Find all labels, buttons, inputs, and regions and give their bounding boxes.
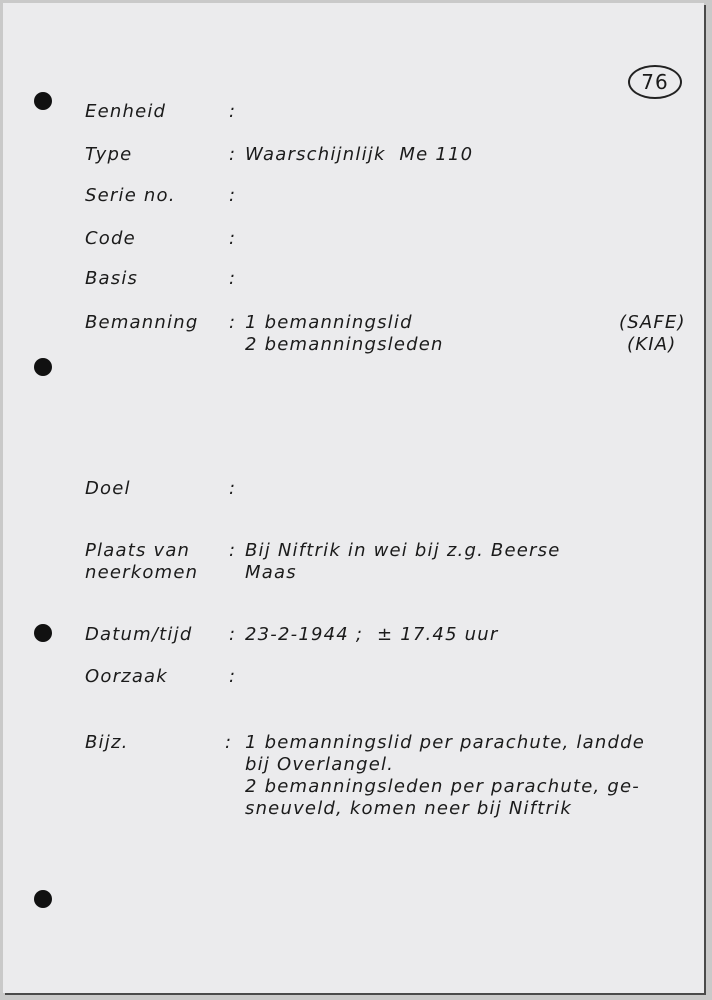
label-plaats-line1: Plaats van (85, 540, 191, 561)
page-number: 76 (628, 65, 682, 99)
label-datum: Datum/tijd (85, 624, 193, 645)
document-page (3, 3, 704, 993)
label-oorzaak: Oorzaak (85, 666, 168, 687)
label-type: Type (85, 144, 133, 165)
value-bijz-line1: 1 bemanningslid per parachute, landde (245, 732, 645, 753)
value-bemanning-line1: 1 bemanningslid (245, 312, 413, 333)
colon: : (229, 268, 237, 289)
value-plaats-line2: Maas (245, 562, 297, 583)
colon: : (229, 185, 237, 206)
punch-hole (34, 624, 52, 642)
value-bijz-line4: sneuveld, komen neer bij Niftrik (245, 798, 572, 819)
colon: : (229, 144, 237, 165)
colon: : (229, 312, 237, 333)
note-kia: (KIA) (627, 334, 677, 355)
label-eenheid: Eenheid (85, 101, 167, 122)
value-bijz-line2: bij Overlangel. (245, 754, 395, 775)
label-plaats-line2: neerkomen (85, 562, 199, 583)
value-plaats-line1: Bij Niftrik in wei bij z.g. Beerse (245, 540, 561, 561)
colon: : (229, 540, 237, 561)
value-type: Waarschijnlijk Me 110 (245, 144, 474, 165)
label-serie: Serie no. (85, 185, 176, 206)
colon: : (229, 624, 237, 645)
colon: : (229, 101, 237, 122)
punch-hole (34, 92, 52, 110)
punch-hole (34, 358, 52, 376)
colon: : (229, 478, 237, 499)
value-datum: 23-2-1944 ; ± 17.45 uur (245, 624, 499, 645)
value-bijz-line3: 2 bemanningsleden per parachute, ge- (245, 776, 640, 797)
label-basis: Basis (85, 268, 139, 289)
label-code: Code (85, 228, 136, 249)
colon: : (229, 666, 237, 687)
colon: : (225, 732, 233, 753)
value-bemanning-line2: 2 bemanningsleden (245, 334, 444, 355)
note-safe: (SAFE) (619, 312, 686, 333)
punch-hole (34, 890, 52, 908)
label-doel: Doel (85, 478, 131, 499)
label-bemanning: Bemanning (85, 312, 199, 333)
label-bijz: Bijz. (85, 732, 129, 753)
colon: : (229, 228, 237, 249)
